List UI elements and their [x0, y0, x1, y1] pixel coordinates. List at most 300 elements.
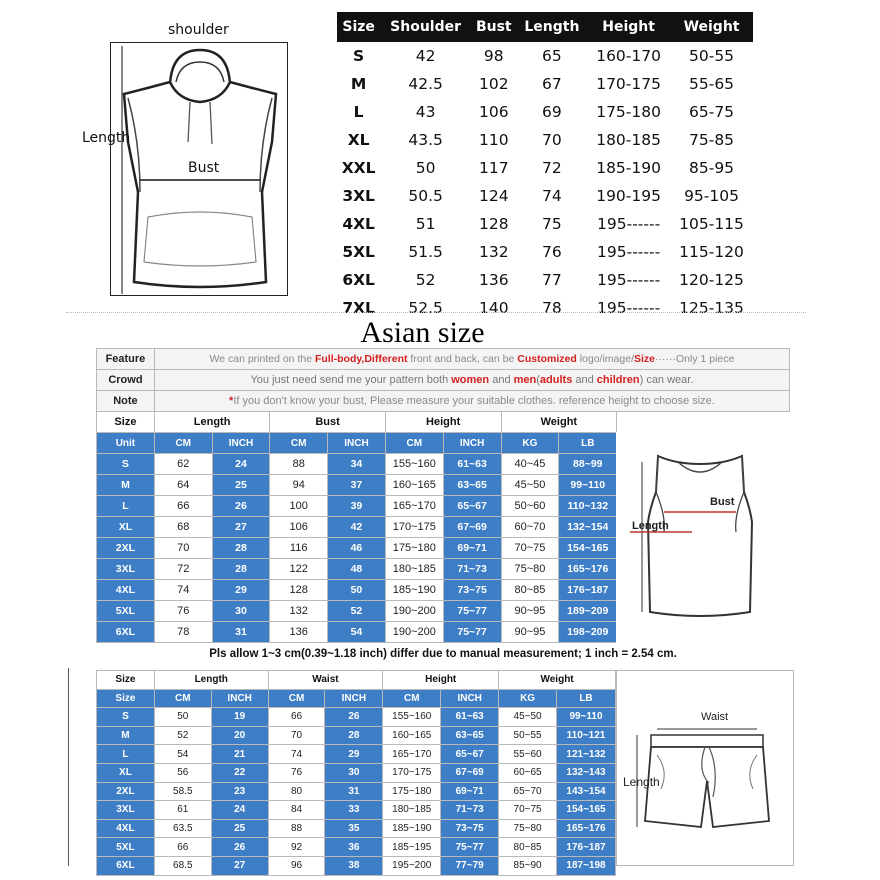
crowd-text-part: and [489, 374, 514, 386]
size-cell: S [353, 47, 365, 65]
size-cell: 3XL [97, 801, 155, 820]
table-cell: 185~190 [385, 580, 443, 601]
table-cell: 55~60 [499, 745, 557, 764]
table-cell: 175~180 [385, 538, 443, 559]
table-cell: 120-125 [679, 271, 744, 289]
table-cell: 98 [483, 47, 504, 65]
table-cell: 185~195 [383, 838, 441, 857]
feature-row [97, 349, 790, 370]
size-cell: 6XL [342, 271, 375, 289]
feature-highlight-fullbody: Full-body,Different [314, 353, 408, 365]
group-header-height: Height [383, 671, 499, 690]
header-size: Size [337, 12, 380, 42]
table-cell: 195------ [597, 271, 661, 289]
vest-bust-label: Bust [710, 496, 735, 508]
shoulder-label: shoulder [168, 22, 229, 38]
table-cell: 75~77 [443, 601, 501, 622]
table-cell: 30 [325, 763, 383, 782]
table-cell: 56 [154, 763, 211, 782]
feature-text-part: We can printed on the [209, 353, 315, 365]
table-header-row [337, 12, 753, 42]
header-bust: Bust [471, 12, 517, 42]
table-cell: 96 [268, 856, 325, 875]
table-cell: 154~165 [557, 801, 616, 820]
table-cell: 80~85 [501, 580, 559, 601]
table-cell: 50-55 [689, 47, 735, 65]
table-cell: 60~65 [499, 763, 557, 782]
table-cell: 72 [542, 159, 562, 177]
size-cell: XL [347, 131, 370, 149]
table-cell: 72 [154, 559, 212, 580]
table-cell: 65~67 [441, 745, 499, 764]
feature-text-part: front and back, can be [407, 353, 518, 365]
table-cell: 24 [211, 801, 268, 820]
note-row [97, 391, 790, 412]
table-cell: 54 [328, 622, 386, 643]
table-cell: 35 [325, 819, 383, 838]
table-cell: 20 [211, 726, 268, 745]
table-cell: 110 [479, 131, 509, 149]
size-cell: 7XL [342, 299, 375, 317]
table-cell: 50 [415, 159, 436, 177]
header-weight: Weight [670, 12, 753, 42]
table-cell: 95-105 [684, 187, 739, 205]
crowd-text-part: ) can wear. [639, 374, 694, 386]
feature-highlight-customized: Customized [517, 353, 577, 365]
feature-label: Feature [97, 349, 155, 370]
table-cell: 110~121 [557, 726, 616, 745]
shorts-illustration [617, 671, 795, 867]
unit-header-cell: INCH [328, 433, 386, 454]
table-cell: 68 [154, 517, 212, 538]
table-row [337, 238, 753, 266]
crowd-highlight-adults: adults [539, 374, 573, 386]
table-cell: 195~200 [383, 856, 441, 875]
table-row [97, 801, 616, 820]
table-cell: 75~80 [501, 559, 559, 580]
table-cell: 76 [268, 763, 325, 782]
table-cell: 28 [212, 559, 270, 580]
table-cell: 61~63 [443, 454, 501, 475]
table-row [337, 210, 753, 238]
table-cell: 30 [212, 601, 270, 622]
table-cell: 176~187 [559, 580, 617, 601]
table-cell: 185-190 [596, 159, 661, 177]
table-cell: 106 [270, 517, 328, 538]
table-cell: 77~79 [441, 856, 499, 875]
table-cell: 69 [542, 103, 562, 121]
table-cell: 26 [211, 838, 268, 857]
size-cell: 4XL [342, 215, 375, 233]
table-cell: 165~176 [557, 819, 616, 838]
table-cell: 132~154 [559, 517, 617, 538]
vest-diagram [616, 432, 790, 646]
size-cell: M [97, 726, 155, 745]
size-cell: 4XL [97, 819, 155, 838]
table-cell: 132 [270, 601, 328, 622]
table-cell: 75~77 [441, 838, 499, 857]
table-cell: 25 [212, 475, 270, 496]
disclaimer-text: Pls allow 1~3 cm(0.39~1.18 inch) differ due to manual measurement; 1 inch = 2.54 cm. [209, 648, 677, 660]
table-cell: 176~187 [557, 838, 616, 857]
table-cell: 75~80 [499, 819, 557, 838]
note-text-part: If you don't know your bust, Please measure your suitable clothes. reference height to choose size. [233, 395, 715, 407]
table-cell: 122 [270, 559, 328, 580]
table-cell: 117 [479, 159, 509, 177]
table-cell: 68.5 [154, 856, 211, 875]
group-header-weight: Weight [499, 671, 616, 690]
shorts-diagram [616, 670, 794, 866]
table-cell: 43 [415, 103, 436, 121]
table-cell: 50 [328, 580, 386, 601]
table-cell: 67 [542, 75, 562, 93]
table-cell: 180~185 [383, 801, 441, 820]
table-cell: 75~77 [443, 622, 501, 643]
table-cell: 40~45 [501, 454, 559, 475]
table-cell: 27 [211, 856, 268, 875]
table-row [337, 266, 753, 294]
unit-header-cell: KG [499, 689, 557, 708]
table-cell: 185~190 [383, 819, 441, 838]
group-header-bust: Bust [270, 412, 385, 433]
table-cell: 78 [542, 299, 562, 317]
table-cell: 52 [328, 601, 386, 622]
table-cell: 70 [268, 726, 325, 745]
group-header-size: Size [97, 412, 155, 433]
size-cell: 5XL [97, 601, 155, 622]
table-cell: 70 [154, 538, 212, 559]
feature-text-part: logo/image/ [576, 353, 634, 365]
table-cell: 198~209 [559, 622, 617, 643]
size-cell: L [97, 745, 155, 764]
shorts-length-label: Length [623, 775, 660, 789]
table-row [337, 70, 753, 98]
table-cell: 66 [154, 496, 212, 517]
table-cell: 85-95 [689, 159, 735, 177]
table-row [97, 856, 616, 875]
top-table-body [337, 42, 753, 322]
table-cell: 160-170 [596, 47, 661, 65]
table-cell: 90~95 [501, 622, 559, 643]
group-header-row [97, 412, 790, 433]
table-cell: 143~154 [557, 782, 616, 801]
crowd-highlight-women: women [451, 374, 490, 386]
table-cell: 155~160 [383, 708, 441, 727]
table-cell: 132 [479, 243, 509, 261]
size-cell: XXL [341, 159, 376, 177]
table-cell: 71~73 [441, 801, 499, 820]
crowd-label: Crowd [97, 370, 155, 391]
table-cell: 28 [212, 538, 270, 559]
table-cell: 140 [479, 299, 509, 317]
table-cell: 66 [268, 708, 325, 727]
crowd-text [154, 370, 789, 391]
header-length: Length [517, 12, 588, 42]
table-cell: 45~50 [501, 475, 559, 496]
table-cell: 71~73 [443, 559, 501, 580]
table-cell: 70 [542, 131, 562, 149]
group-header-weight: Weight [501, 412, 617, 433]
table-cell: 33 [325, 801, 383, 820]
table-cell: 29 [325, 745, 383, 764]
unit-header-cell: CM [154, 689, 211, 708]
table-cell: 26 [325, 708, 383, 727]
table-cell: 165~176 [559, 559, 617, 580]
table-cell: 73~75 [443, 580, 501, 601]
table-row [337, 98, 753, 126]
table-cell: 70~75 [501, 538, 559, 559]
table-cell: 102 [479, 75, 509, 93]
table-cell: 29 [212, 580, 270, 601]
header-shoulder: Shoulder [380, 12, 471, 42]
table-cell: 175~180 [383, 782, 441, 801]
table-cell: 63~65 [443, 475, 501, 496]
size-cell: 2XL [97, 538, 155, 559]
table-cell: 189~209 [559, 601, 617, 622]
size-table-bottom [96, 670, 616, 876]
table-cell: 61 [154, 801, 211, 820]
table-cell: 42 [328, 517, 386, 538]
unit-header-cell: INCH [441, 689, 499, 708]
table-cell: 64 [154, 475, 212, 496]
table-cell: 170-175 [596, 75, 661, 93]
unit-header-cell: LB [559, 433, 617, 454]
unit-header-cell: Unit [97, 433, 155, 454]
group-header-length: Length [154, 671, 268, 690]
table-cell: 187~198 [557, 856, 616, 875]
note-asterisk: * [229, 395, 234, 407]
table-cell: 50 [154, 708, 211, 727]
table-cell: 136 [270, 622, 328, 643]
size-cell: 6XL [97, 856, 155, 875]
table-cell: 52 [415, 271, 436, 289]
feature-text [154, 349, 789, 370]
table-cell: 70~75 [499, 801, 557, 820]
unit-header-cell: INCH [211, 689, 268, 708]
table-cell: 31 [212, 622, 270, 643]
table-row [337, 126, 753, 154]
table-cell: 19 [211, 708, 268, 727]
table-cell: 160~165 [383, 726, 441, 745]
table-cell: 132~143 [557, 763, 616, 782]
table-cell: 165~170 [383, 745, 441, 764]
table-cell: 190~200 [385, 622, 443, 643]
unit-header-row [97, 689, 616, 708]
header-height: Height [587, 12, 670, 42]
size-cell: S [97, 708, 155, 727]
unit-header-cell: Size [97, 689, 155, 708]
table-cell: 88 [268, 819, 325, 838]
table-cell: 50~55 [499, 726, 557, 745]
size-cell: S [97, 454, 155, 475]
unit-header-cell: CM [154, 433, 212, 454]
table-cell: 128 [479, 215, 509, 233]
length-label: Length [82, 130, 131, 146]
table-cell: 54 [154, 745, 211, 764]
table-cell: 23 [211, 782, 268, 801]
table-cell: 76 [542, 243, 562, 261]
table-cell: 76 [154, 601, 212, 622]
table-cell: 88~99 [559, 454, 617, 475]
size-cell: 3XL [342, 187, 375, 205]
table-cell: 63~65 [441, 726, 499, 745]
unit-header-cell: CM [270, 433, 328, 454]
table-cell: 154~165 [559, 538, 617, 559]
table-cell: 39 [328, 496, 386, 517]
table-cell: 58.5 [154, 782, 211, 801]
group-header-height: Height [385, 412, 501, 433]
table-cell: 22 [211, 763, 268, 782]
table-cell: 48 [328, 559, 386, 580]
table-cell: 121~132 [557, 745, 616, 764]
table-row [97, 726, 616, 745]
table-cell: 85~90 [499, 856, 557, 875]
unit-header-cell: INCH [443, 433, 501, 454]
table-cell: 52 [154, 726, 211, 745]
table-cell: 115-120 [679, 243, 744, 261]
table-cell: 106 [479, 103, 509, 121]
table-cell: 80 [268, 782, 325, 801]
table-cell: 190-195 [596, 187, 661, 205]
table-cell: 51 [415, 215, 436, 233]
table-cell: 21 [211, 745, 268, 764]
size-cell: XL [97, 517, 155, 538]
table-cell: 60~70 [501, 517, 559, 538]
table-cell: 105-115 [679, 215, 744, 233]
table-cell: 180~185 [385, 559, 443, 580]
shorts-waist-label: Waist [701, 711, 729, 723]
table-cell: 165~170 [385, 496, 443, 517]
crowd-row [97, 370, 790, 391]
table-cell: 78 [154, 622, 212, 643]
table-row [337, 42, 753, 70]
table-cell: 88 [270, 454, 328, 475]
table-cell: 51.5 [408, 243, 443, 261]
bust-label: Bust [188, 160, 220, 176]
table-cell: 175-180 [596, 103, 661, 121]
table-cell: 99~110 [557, 708, 616, 727]
group-header-length: Length [154, 412, 269, 433]
table-cell: 65 [542, 47, 562, 65]
vest-length-label: Length [632, 520, 669, 532]
table-cell: 92 [268, 838, 325, 857]
table-cell: 74 [154, 580, 212, 601]
table-row [97, 782, 616, 801]
table-cell: 110~132 [559, 496, 617, 517]
unit-header-cell: CM [268, 689, 325, 708]
size-cell: 4XL [97, 580, 155, 601]
table-cell: 94 [270, 475, 328, 496]
table-cell: 46 [328, 538, 386, 559]
table-cell: 34 [328, 454, 386, 475]
size-cell: L [353, 103, 364, 121]
table-cell: 24 [212, 454, 270, 475]
table-cell: 67~69 [443, 517, 501, 538]
table-cell: 77 [542, 271, 562, 289]
table-cell: 74 [542, 187, 562, 205]
table-cell: 170~175 [383, 763, 441, 782]
size-cell: 5XL [97, 838, 155, 857]
table-cell: 43.5 [408, 131, 443, 149]
table-cell: 195------ [597, 215, 661, 233]
table-cell: 73~75 [441, 819, 499, 838]
table-cell: 90~95 [501, 601, 559, 622]
group-header-waist: Waist [268, 671, 383, 690]
unit-header-cell: INCH [325, 689, 383, 708]
table-cell: 75 [542, 215, 562, 233]
table-row [337, 154, 753, 182]
crowd-text-part: and [572, 374, 597, 386]
table-cell: 128 [270, 580, 328, 601]
size-table-top [337, 12, 753, 322]
table-row [97, 838, 616, 857]
table-cell: 66 [154, 838, 211, 857]
table-cell: 136 [479, 271, 509, 289]
table-cell: 195------ [597, 243, 661, 261]
note-label: Note [97, 391, 155, 412]
unit-header-cell: CM [383, 689, 441, 708]
table-cell: 67~69 [441, 763, 499, 782]
table-cell: 190~200 [385, 601, 443, 622]
table-cell: 45~50 [499, 708, 557, 727]
size-cell: L [97, 496, 155, 517]
table-cell: 42.5 [408, 75, 443, 93]
unit-header-cell: KG [501, 433, 559, 454]
table-row [97, 819, 616, 838]
table-row [97, 763, 616, 782]
table-cell: 38 [325, 856, 383, 875]
table-cell: 84 [268, 801, 325, 820]
size-cell: XL [97, 763, 155, 782]
table-cell: 26 [212, 496, 270, 517]
table-cell: 80~85 [499, 838, 557, 857]
unit-header-cell: LB [557, 689, 616, 708]
crowd-highlight-children: children [596, 374, 640, 386]
table-cell: 180-185 [596, 131, 661, 149]
size-cell: M [97, 475, 155, 496]
table-cell: 42 [415, 47, 436, 65]
table-cell: 25 [211, 819, 268, 838]
table-cell: 125-135 [679, 299, 744, 317]
table-cell: 124 [479, 187, 509, 205]
size-cell: 5XL [342, 243, 375, 261]
size-cell: M [350, 75, 367, 93]
table-cell: 65-75 [689, 103, 735, 121]
table-cell: 63.5 [154, 819, 211, 838]
table-cell: 116 [270, 538, 328, 559]
table-cell: 100 [270, 496, 328, 517]
table-cell: 28 [325, 726, 383, 745]
table-cell: 69~71 [441, 782, 499, 801]
table-cell: 27 [212, 517, 270, 538]
unit-header-cell: INCH [212, 433, 270, 454]
table-cell: 195------ [597, 299, 661, 317]
size-cell: 2XL [97, 782, 155, 801]
size-cell: 6XL [97, 622, 155, 643]
table-cell: 52.5 [408, 299, 443, 317]
table-cell: 155~160 [385, 454, 443, 475]
group-header-row [97, 671, 616, 690]
crowd-text-part: You just need send me your pattern both [250, 374, 452, 386]
feature-highlight-size: Size [633, 353, 655, 365]
table-cell: 99~110 [559, 475, 617, 496]
table-cell: 170~175 [385, 517, 443, 538]
table-cell: 69~71 [443, 538, 501, 559]
table-cell: 31 [325, 782, 383, 801]
crowd-text-part: ( [536, 374, 540, 386]
size-cell: 3XL [97, 559, 155, 580]
table-cell: 160~165 [385, 475, 443, 496]
